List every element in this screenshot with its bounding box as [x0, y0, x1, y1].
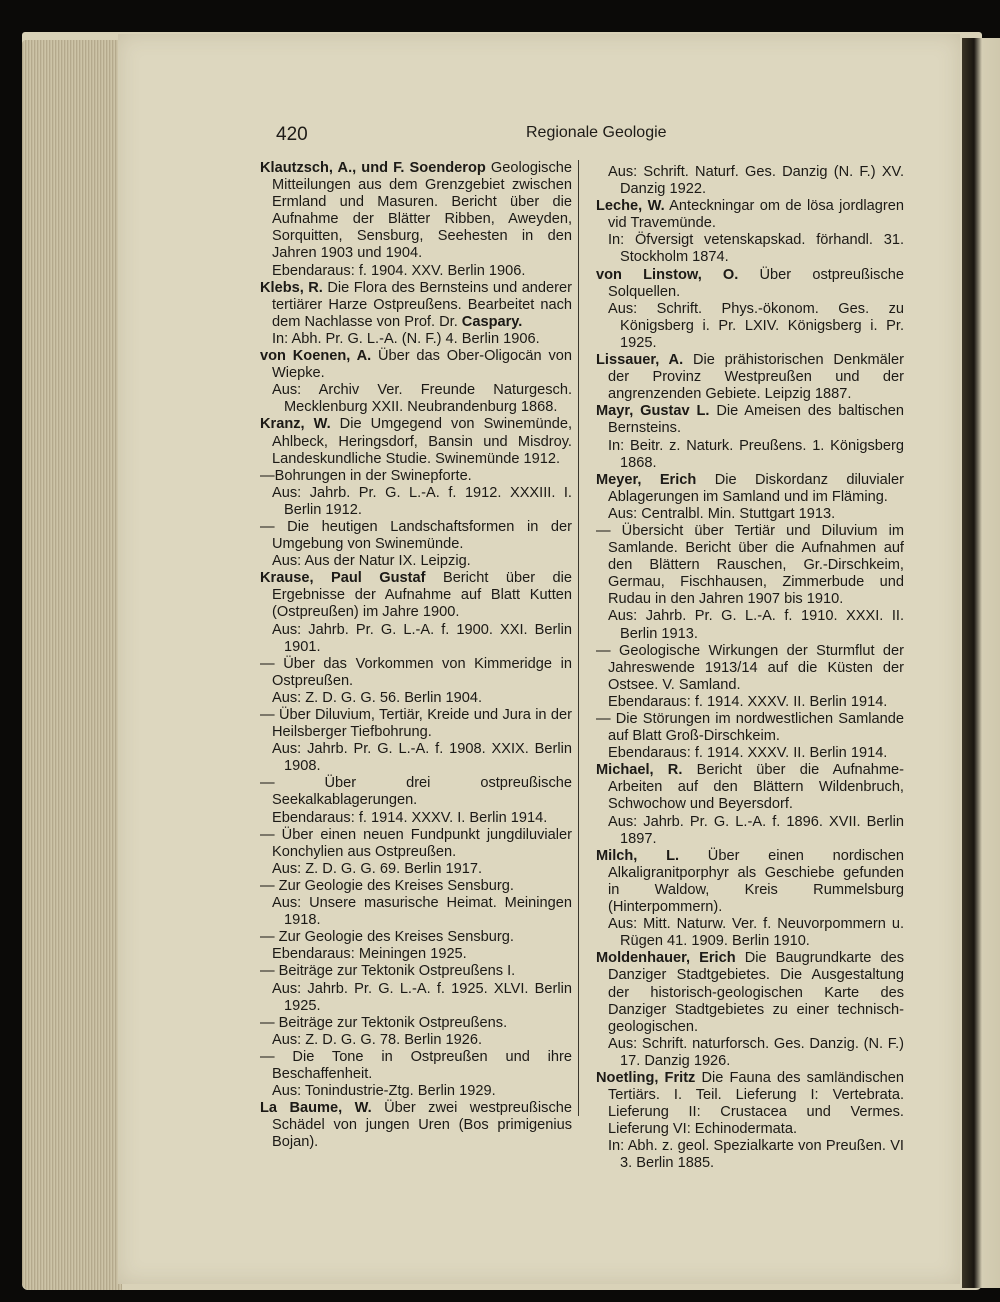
bibliography-entry [260, 1100, 572, 1151]
entry-text: Bericht über die Ergebnisse der Aufnahme auf Blatt Kutten (Ostpreußen) im Jahre 1900. [272, 570, 572, 621]
bibliography-entry [260, 878, 572, 895]
entry-text: Aus: Schrift. naturforsch. Ges. Danzig. (N. F.) 17. Danzig 1926. [608, 1035, 904, 1069]
citation-line [260, 981, 572, 1015]
entry-text: Aus: Jahrb. Pr. G. L.-A. f. 1910. XXXI. II. Berlin 1913. [608, 608, 904, 642]
bibliography-entry [596, 198, 904, 232]
entry-text: Aus: Z. D. G. G. 69. Berlin 1917. [272, 860, 483, 877]
entry-text: — Über das Vorkommen von Kimmeridge in Ostpreußen. [260, 655, 572, 689]
entry-text: — Über Diluvium, Tertiär, Kreide und Jura in der Heilsberger Tiefbohrung. [260, 707, 572, 741]
entry-name-emphasis: Caspary. [461, 313, 523, 330]
entry-text: — Geologische Wirkungen der Sturmflut der Jahreswende 1913/14 auf die Küsten der Ostsee. V. Samland. [596, 642, 904, 693]
column-rule [578, 160, 579, 1116]
entry-author: Klebs, R. [260, 279, 323, 296]
citation-line [596, 745, 904, 762]
entry-author: Leche, W. [596, 198, 665, 215]
citation-line [596, 1036, 904, 1070]
entry-author: Mayr, Gustav L. [596, 403, 710, 420]
bibliography-entry [596, 472, 904, 506]
entry-text: Ebendaraus: f. 1914. XXXV. I. Berlin 1914. [272, 809, 548, 826]
citation-line [260, 382, 572, 416]
bibliography-entry [260, 280, 572, 331]
entry-text: Aus: Z. D. G. G. 78. Berlin 1926. [272, 1031, 483, 1048]
entry-text: — Beiträge zur Tektonik Ostpreußens. [260, 1014, 508, 1031]
entry-author: Meyer, Erich [596, 471, 697, 488]
entry-author: von Linstow, O. [596, 266, 739, 283]
entry-text: Geologische Mitteilungen aus dem Grenzgebiet zwischen Ermland und Masuren. Bericht über die Aufnahme der Blätter Ribben, Aweyden, Sorquitten, Sensburg, Seehesten in den Jahren 1903 und 1904. [272, 160, 573, 262]
bibliography-entry [596, 1070, 904, 1138]
entry-text: —Bohrungen in der Swinepforte. [260, 467, 472, 484]
bibliography-entry [260, 160, 572, 263]
entry-author: Milch, L. [596, 847, 680, 864]
entry-text: Aus: Jahrb. Pr. G. L.-A. f. 1896. XVII. Berlin 1897. [608, 813, 904, 847]
entry-author: Michael, R. [596, 762, 683, 779]
entry-text: Die Umgegend von Swinemünde, Ahlbeck, Heringsdorf, Bansin und Misdroy. Landeskundliche Studie. Swinemünde 1912. [272, 416, 572, 467]
entry-text: Aus: Aus der Natur IX. Leipzig. [272, 553, 471, 570]
entry-text: — Über einen neuen Fundpunkt jungdiluvialer Konchylien aus Ostpreußen. [260, 826, 572, 860]
entry-text: Aus: Mitt. Naturw. Ver. f. Neuvorpommern u. Rügen 41. 1909. Berlin 1910. [608, 916, 904, 950]
entry-text: Aus: Jahrb. Pr. G. L.-A. f. 1908. XXIX. Berlin 1908. [272, 741, 572, 775]
citation-line [260, 622, 572, 656]
citation-line [260, 331, 572, 348]
bibliography-entry [260, 656, 572, 690]
bibliography-entry [260, 519, 572, 553]
entry-text: Die Ameisen des baltischen Bernsteins. [608, 403, 904, 437]
citation-line [596, 608, 904, 642]
citation-line [596, 301, 904, 352]
citation-line [260, 810, 572, 827]
bibliography-entry [260, 468, 572, 485]
entry-text: Über ostpreußische Solquellen. [608, 266, 904, 300]
entry-author: von Koenen, A. [260, 348, 372, 365]
bibliography-entry [260, 348, 572, 382]
book-gutter [962, 38, 1000, 1288]
bibliography-entry [596, 762, 904, 813]
citation-line [260, 1032, 572, 1049]
bibliography-entry [260, 1015, 572, 1032]
citation-line [260, 861, 572, 878]
entry-text: Aus: Archiv Ver. Freunde Naturgesch. Mecklenburg XXII. Neubrandenburg 1868. [272, 382, 572, 416]
right-column [596, 164, 904, 1173]
entry-text: Ebendaraus: f. 1914. XXXV. II. Berlin 1914. [608, 693, 888, 710]
entry-text: Über das Ober-Oligocän von Wiepke. [272, 348, 572, 382]
entry-text: In: Abh. z. geol. Spezialkarte von Preußen. VI 3. Berlin 1885. [608, 1138, 904, 1172]
entry-text: Die Diskordanz diluvialer Ablagerungen im Samland und im Fläming. [608, 471, 904, 505]
entry-author: Noetling, Fritz [596, 1069, 696, 1086]
bibliography-entry [260, 1049, 572, 1083]
bibliography-entry [596, 848, 904, 916]
citation-line [260, 485, 572, 519]
entry-text: In: Beitr. z. Naturk. Preußens. 1. Königsberg 1868. [608, 437, 904, 471]
entry-text: Aus: Schrift. Phys.-ökonom. Ges. zu Königsberg i. Pr. LXIV. Königsberg i. Pr. 1925. [608, 300, 904, 351]
citation-line [596, 916, 904, 950]
entry-text: Aus: Tonindustrie-Ztg. Berlin 1929. [272, 1083, 496, 1100]
bibliography-entry [596, 267, 904, 301]
bibliography-entry [596, 643, 904, 694]
entry-text: Ebendaraus: Meiningen 1925. [272, 946, 467, 963]
bibliography-entry [260, 827, 572, 861]
entry-text: — Zur Geologie des Kreises Sensburg. [260, 929, 514, 946]
citation-line [260, 553, 572, 570]
entry-author: Kranz, W. [260, 416, 331, 433]
entry-text: — Die Störungen im nordwestlichen Samlande auf Blatt Groß-Dirschkeim. [596, 711, 904, 745]
citation-line [260, 263, 572, 280]
entry-text: Ebendaraus: f. 1914. XXXV. II. Berlin 1914. [608, 745, 888, 762]
bibliography-entry [596, 523, 904, 608]
entry-author: La Baume, W. [260, 1100, 372, 1117]
entry-text: Aus: Jahrb. Pr. G. L.-A. f. 1925. XLVI. Berlin 1925. [272, 980, 572, 1014]
bibliography-entry [260, 929, 572, 946]
bibliography-entry [596, 403, 904, 437]
entry-text: In: Abh. Pr. G. L.-A. (N. F.) 4. Berlin 1906. [272, 330, 540, 347]
citation-line [596, 694, 904, 711]
entry-text: Aus: Jahrb. Pr. G. L.-A. f. 1900. XXI. Berlin 1901. [272, 621, 572, 655]
entry-text: Aus: Jahrb. Pr. G. L.-A. f. 1912. XXXIII. I. Berlin 1912. [272, 484, 572, 518]
left-column [260, 160, 572, 1151]
bibliography-entry [260, 570, 572, 621]
entry-text: Aus: Schrift. Naturf. Ges. Danzig (N. F.) XV. Danzig 1922. [608, 164, 904, 198]
entry-text: Die Fauna des samländischen Tertiärs. I. Teil. Lieferung I: Vertebrata. Lieferung II: Crustacea und Vermes. Lieferung VI: Echinodermata. [608, 1069, 904, 1138]
page-edges [22, 40, 122, 1290]
citation-line [596, 438, 904, 472]
page-number: 420 [276, 124, 308, 145]
entry-author: Krause, Paul Gustaf [260, 570, 426, 587]
bibliography-entry [596, 711, 904, 745]
citation-line [596, 506, 904, 523]
entry-text: Über zwei westpreußische Schädel von jungen Uren (Bos primigenius Bojan). [272, 1100, 572, 1151]
citation-line [260, 1083, 572, 1100]
entry-text: Die prähistorischen Denkmäler der Provinz Westpreußen und der angrenzenden Gebiete. Leipzig 1887. [608, 352, 904, 403]
entry-text: Ebendaraus: f. 1904. XXV. Berlin 1906. [272, 262, 526, 279]
entry-text: Aus: Z. D. G. G. 56. Berlin 1904. [272, 689, 483, 706]
entry-author: Klautzsch, A., und F. Soenderop [260, 160, 486, 176]
citation-line [596, 232, 904, 266]
entry-text: Aus: Centralbl. Min. Stuttgart 1913. [608, 505, 836, 522]
entry-text: — Zur Geologie des Kreises Sensburg. [260, 877, 514, 894]
entry-text: — Beiträge zur Tektonik Ostpreußens I. [260, 963, 516, 980]
entry-author: Moldenhauer, Erich [596, 950, 736, 967]
bibliography-entry [260, 775, 572, 809]
entry-text: Über einen nordischen Alkaligranitporphyr als Geschiebe gefunden in Waldow, Kreis Rummelsburg (Hinterpommern). [608, 847, 904, 916]
bibliography-entry [260, 963, 572, 980]
bibliography-entry [260, 707, 572, 741]
entry-text: Die Flora des Bernsteins und anderer tertiärer Harze Ostpreußens. Bearbeitet nach dem Nachlasse von Prof. Dr. [272, 279, 572, 330]
citation-line [260, 690, 572, 707]
bibliography-entry [596, 950, 904, 1035]
entry-text: Aus: Unsere masurische Heimat. Meiningen 1918. [272, 895, 572, 929]
running-title: Regionale Geologie [526, 124, 667, 141]
citation-line [596, 164, 904, 198]
entry-text: — Übersicht über Tertiär und Diluvium im Samlande. Bericht über die Aufnahmen auf den Blättern Rauschen, Gr.-Dirschkeim, Germau, Fischhausen, Zimmerbude und Rudau in den Jahren 1907 bis 1910. [596, 522, 904, 608]
entry-text: — Über drei ostpreußische Seekalkablagerungen. [260, 775, 572, 809]
bibliography-entry [260, 416, 572, 467]
entry-text: — Die Tone in Ostpreußen und ihre Beschaffenheit. [260, 1048, 572, 1082]
entry-text: Die Baugrundkarte des Danziger Stadtgebietes. Die Ausgestaltung der historisch-geologischen Karte des Danziger Stadtgebietes zu einer technisch-geologischen. [608, 950, 905, 1035]
citation-line [260, 741, 572, 775]
entry-text: — Die heutigen Landschaftsformen in der Umgebung von Swinemünde. [260, 518, 572, 553]
citation-line [260, 895, 572, 929]
citation-line [260, 946, 572, 963]
citation-line [596, 814, 904, 848]
entry-text: In: Öfversigt vetenskapskad. förhandl. 31. Stockholm 1874. [608, 232, 904, 266]
entry-text: Bericht über die Aufnahme-Arbeiten auf den Blättern Wildenbruch, Schwochow und Beyersdorf. [608, 762, 904, 813]
bibliography-entry [596, 352, 904, 403]
entry-author: Lissauer, A. [596, 352, 684, 369]
citation-line [596, 1138, 904, 1172]
entry-text: Anteckningar om de lösa jordlagren vid Travemünde. [608, 198, 904, 232]
